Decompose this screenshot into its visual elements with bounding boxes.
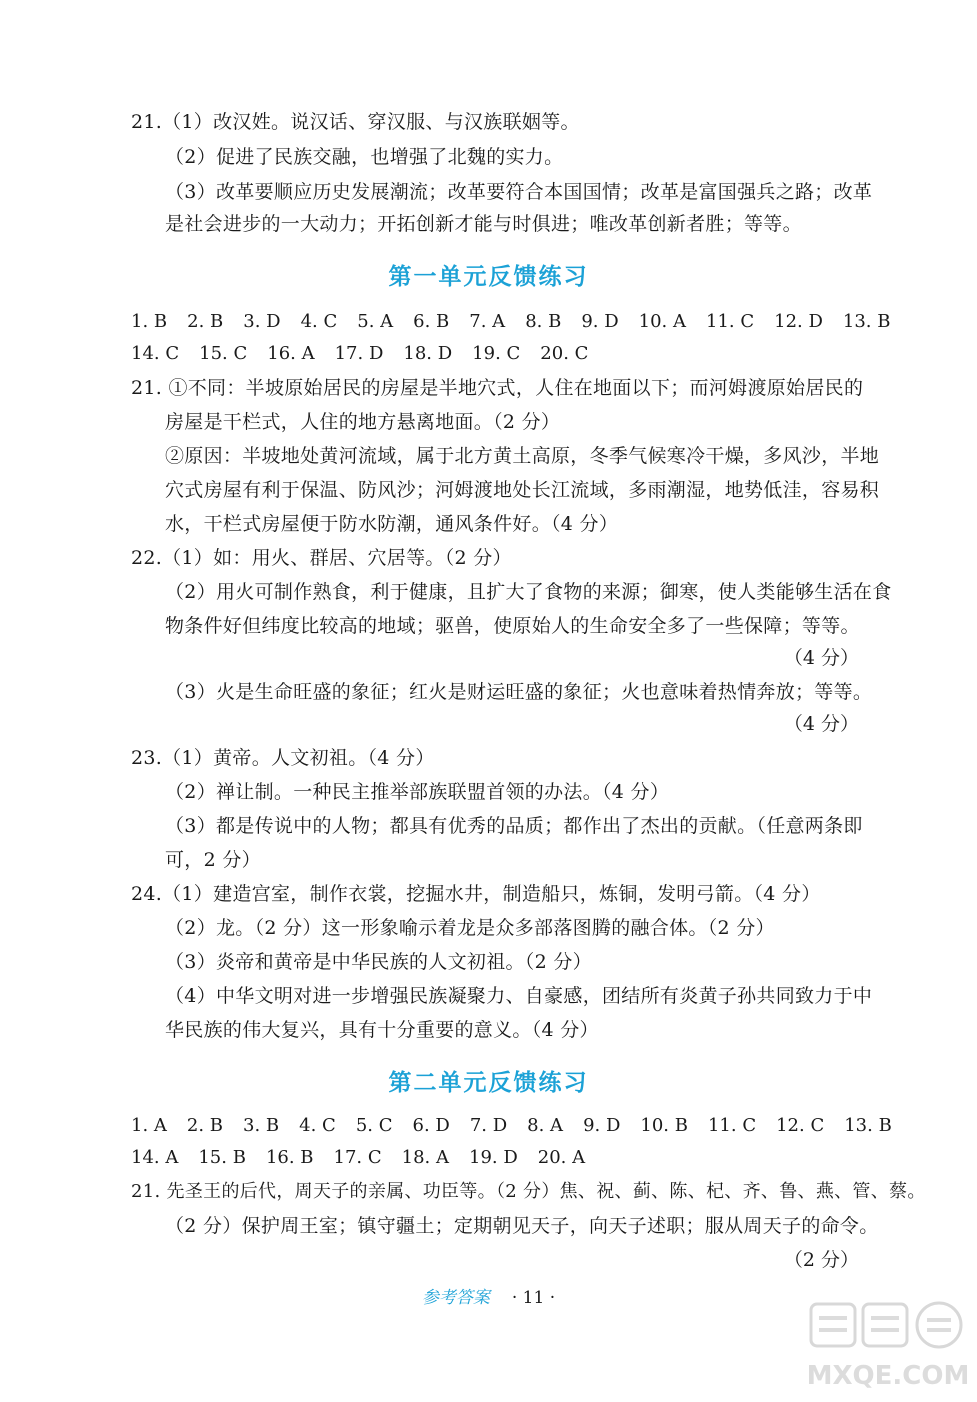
s2-q21-line2: （2 分）保护周王室；镇守疆土；定期朝见天子，向天子述职；服从周天子的命令。 — [165, 1215, 879, 1237]
s1-q22-line1: 22.（1）如：用火、群居、穴居等。（2 分） — [131, 547, 512, 569]
q21-line2: （2）促进了民族交融，也增强了北魏的实力。 — [165, 146, 564, 168]
s1-q21-line2: 房屋是干栏式，人住的地方悬离地面。（2 分） — [165, 411, 561, 433]
answer: 7. D — [469, 1115, 508, 1136]
section2-answers-row1 — [131, 1114, 912, 1138]
s1-q23-line1: 23.（1）黄帝。人文初祖。（4 分） — [131, 747, 435, 769]
answer: 20. A — [537, 1147, 586, 1168]
answer: 11. C — [707, 1115, 757, 1136]
answer: 19. D — [469, 1147, 518, 1168]
s1-q22-line5: （3）火是生命旺盛的象征；红火是财运旺盛的象征；火也意味着热情奔放；等等。 — [165, 681, 873, 703]
s1-q24-line4: （4）中华文明对进一步增强民族凝聚力、自豪感，团结所有炎黄子孙共同致力于中 — [165, 985, 873, 1007]
page-number: · 11 · — [511, 1288, 556, 1308]
s1-q21-line3: ②原因：半坡地处黄河流域，属于北方黄土高原，冬季气候寒冷干燥，多风沙，半地 — [165, 445, 880, 467]
s1-q24-line3: （3）炎帝和黄帝是中华民族的人文初祖。（2 分） — [165, 951, 592, 973]
footer-label: 参考答案 — [421, 1288, 490, 1308]
answer: 2. B — [187, 311, 224, 332]
s2-q21-line1: 21. 先圣王的后代，周天子的亲属、功臣等。（2 分）焦、祝、蓟、陈、杞、齐、鲁、燕、管、蔡。 — [131, 1181, 926, 1202]
answer: 5. C — [355, 1115, 393, 1136]
s1-q22-score2: （4 分） — [783, 713, 859, 735]
answer: 13. B — [842, 311, 891, 332]
s1-q24-line1: 24.（1）建造宫室，制作衣裳，挖掘水井，制造船只，炼铜，发明弓箭。（4 分） — [131, 883, 821, 905]
s1-q23-line4: 可，2 分） — [165, 849, 261, 871]
s1-q21-line1: 21. ①不同：半坡原始居民的房屋是半地穴式，人住在地面以下；而河姆渡原始居民的 — [131, 377, 864, 399]
answer: 1. B — [131, 311, 168, 332]
q21-line4: 是社会进步的一大动力；开拓创新才能与时俱进；唯改革创新者胜；等等。 — [165, 213, 802, 235]
answer: 12. C — [776, 1115, 825, 1136]
answer: 17. C — [333, 1147, 382, 1168]
watermark-logo — [803, 1296, 973, 1396]
answer: 9. D — [583, 1115, 621, 1136]
answer: 4. C — [300, 311, 338, 332]
section1-answers-row1 — [131, 310, 910, 334]
answer: 6. D — [412, 1115, 450, 1136]
s1-q24-line5: 华民族的伟大复兴，具有十分重要的意义。（4 分） — [165, 1019, 599, 1041]
answer: 15. B — [198, 1147, 246, 1168]
answer: 16. A — [267, 343, 315, 364]
answer: 17. D — [334, 343, 384, 364]
answer: 8. A — [527, 1115, 564, 1136]
answer: 3. D — [243, 311, 281, 332]
answer: 1. A — [131, 1115, 167, 1136]
answer: 9. D — [581, 311, 619, 332]
answer: 13. B — [844, 1115, 892, 1136]
section2-answers-row2 — [131, 1146, 605, 1170]
answer: 7. A — [469, 311, 506, 332]
section2-title: 第二单元反馈练习 — [388, 1070, 589, 1096]
q21-line1: 21.（1）改汉姓。说汉话、穿汉服、与汉族联姻等。 — [131, 111, 580, 133]
s1-q22-line2: （2）用火可制作熟食，利于健康，且扩大了食物的来源；御寒，使人类能够生活在食 — [165, 581, 892, 603]
s1-q21-line4: 穴式房屋有利于保温、防风沙；河姆渡地处长江流域，多雨潮湿，地势低洼，容易积 — [165, 479, 880, 501]
answer: 6. B — [413, 311, 450, 332]
s1-q24-line2: （2）龙。（2 分）这一形象喻示着龙是众多部落图腾的融合体。（2 分） — [165, 917, 775, 939]
answer: 15. C — [199, 343, 248, 364]
section1-title: 第一单元反馈练习 — [388, 264, 589, 290]
answer: 18. D — [403, 343, 453, 364]
answer: 10. B — [640, 1115, 688, 1136]
answer: 20. C — [540, 343, 589, 364]
s1-q23-line2: （2）禅让制。一种民主推举部族联盟首领的办法。（4 分） — [165, 781, 670, 803]
answer: 10. A — [638, 311, 686, 332]
s1-q21-line5: 水，干栏式房屋便于防水防潮，通风条件好。（4 分） — [165, 513, 619, 535]
s1-q22-line3: 物条件好但纬度比较高的地域；驱兽，使原始人的生命安全多了一些保障；等等。 — [165, 615, 860, 637]
answer: 8. B — [525, 311, 562, 332]
answer: 14. A — [131, 1147, 179, 1168]
answer: 11. C — [706, 311, 755, 332]
answer: 14. C — [131, 343, 180, 364]
s1-q23-line3: （3）都是传说中的人物；都具有优秀的品质；都作出了杰出的贡献。（任意两条即 — [165, 815, 863, 837]
answer: 2. B — [186, 1115, 224, 1136]
section1-answers-row2 — [131, 342, 608, 366]
answer: 3. B — [243, 1115, 280, 1136]
answer: 19. C — [472, 343, 521, 364]
s2-q21-score: （2 分） — [783, 1249, 859, 1271]
watermark-url: MXQE.COM — [806, 1361, 970, 1391]
answer: 12. D — [774, 311, 823, 332]
s1-q22-score1: （4 分） — [783, 647, 859, 669]
q21-line3: （3）改革要顺应历史发展潮流；改革要符合本国国情；改革是富国强兵之路；改革 — [165, 181, 873, 203]
answer: 18. A — [401, 1147, 449, 1168]
answer: 4. C — [299, 1115, 336, 1136]
answer: 5. A — [357, 311, 394, 332]
answer: 16. B — [265, 1147, 314, 1168]
